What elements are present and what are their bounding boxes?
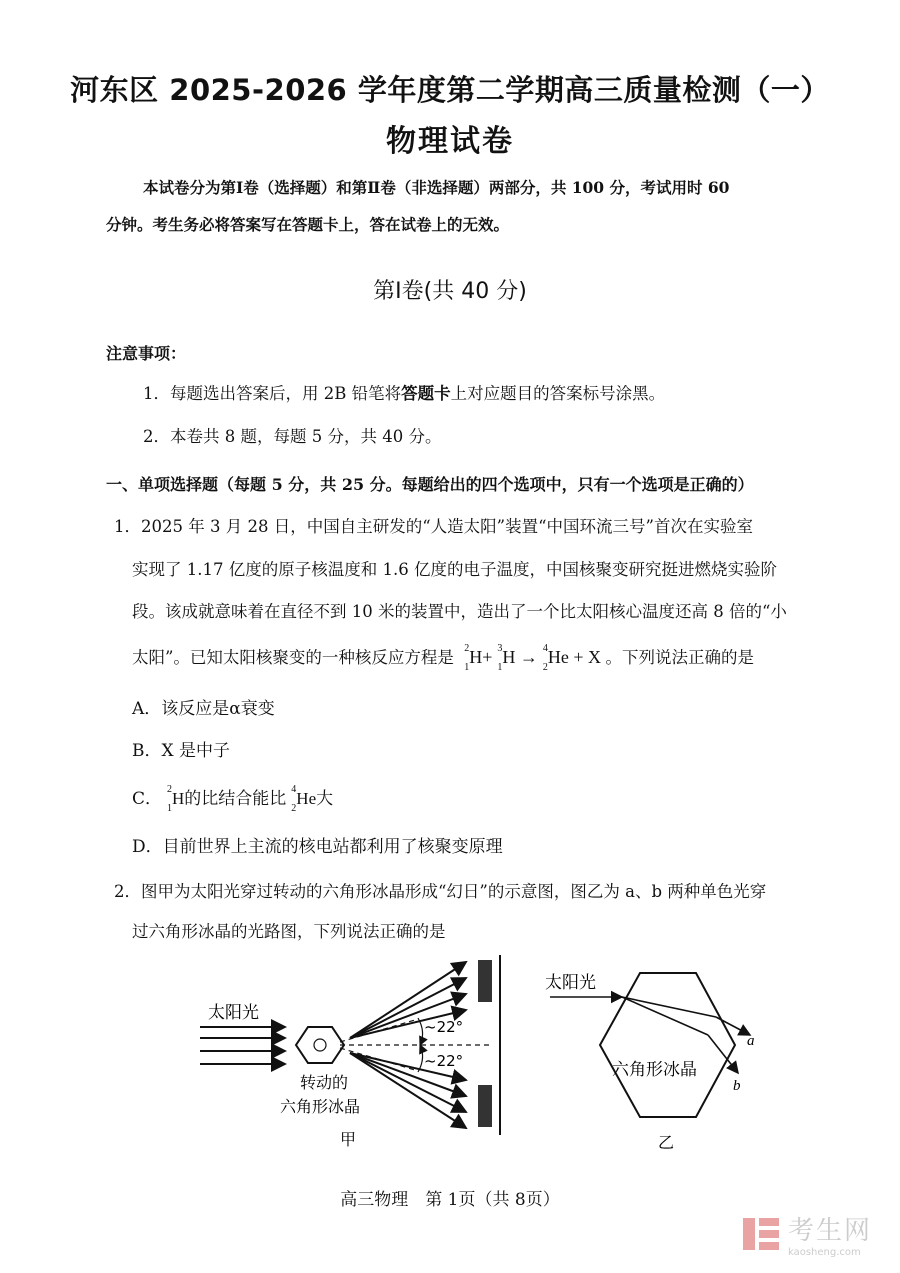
caption-yi: 乙 <box>658 1133 675 1152</box>
section-title: 第Ⅰ卷(共 40 分) <box>373 279 527 304</box>
q1-option-b: B．X 是中子 <box>132 741 230 761</box>
q1-option-c: C． 2 1 H的比结合能比 4 2 He大 <box>132 784 334 814</box>
sunlight-label: 太阳光 <box>208 1003 259 1023</box>
incoming-rays <box>200 1027 285 1064</box>
angle-bottom-label: ~22° <box>424 1052 464 1070</box>
notice-item-2: 2．本卷共 8 题，每题 5 分，共 40 分。 <box>143 427 442 446</box>
sunlight-label-b: 太阳光 <box>545 973 596 993</box>
q1-line-4: 太阳”。已知太阳核聚变的一种核反应方程是 2 1 H+ 3 1 H → 4 2 He + X 。下列说法正确的是 <box>132 643 754 673</box>
intro-line-2: 分钟。考生务必将答案写在答题卡上，答在试卷上的无效。 <box>106 215 510 234</box>
figure-yi <box>540 955 780 1160</box>
intro-line-1: 本试卷分为第Ⅰ卷（选择题）和第Ⅱ卷（非选择题）两部分，共 100 分，考试用时 60 <box>143 178 730 197</box>
screen-patch-top <box>478 960 492 1002</box>
exam-subtitle: 物理试卷 <box>386 124 514 159</box>
page-footer: 高三物理 第 1页（共 8页） <box>340 1190 560 1210</box>
notice-item-1: 1．每题选出答案后，用 2B 铅笔将答题卡上对应题目的答案标号涂黑。 <box>143 384 666 403</box>
rotating-label-1: 转动的 <box>300 1073 349 1092</box>
q2-line-1: 2．图甲为太阳光穿过转动的六角形冰晶形成“幻日”的示意图，图乙为 a、b 两种单色光穿 <box>114 882 767 901</box>
rotating-crystal <box>296 1027 344 1063</box>
q1-line-2: 实现了 1.17 亿度的原子核温度和 1.6 亿度的电子温度，中国核聚变研究挺进燃烧实验阶 <box>132 560 777 579</box>
watermark-logo-icon <box>741 1214 783 1254</box>
notice-heading: 注意事项： <box>106 344 187 363</box>
crystal-label: 六角形冰晶 <box>612 1060 697 1080</box>
q1-option-a: A．该反应是α衰变 <box>132 699 275 719</box>
q2-line-2: 过六角形冰晶的光路图，下列说法正确的是 <box>132 922 446 941</box>
part1-heading: 一、单项选择题（每题 5 分，共 25 分。每题给出的四个选项中，只有一个选项是正确的） <box>106 475 754 494</box>
rotating-label-2: 六角形冰晶 <box>280 1097 361 1116</box>
q1-line-1: 1．2025 年 3 月 28 日，中国自主研发的“人造太阳”装置“中国环流三号”首次在实验室 <box>114 517 753 536</box>
ray-b-label: b <box>733 1078 741 1094</box>
ray-a-label: a <box>747 1033 755 1049</box>
angle-top-label: ~22° <box>424 1018 464 1036</box>
screen-patch-bottom <box>478 1085 492 1127</box>
hex-crystal <box>600 973 735 1117</box>
q1-option-d: D．目前世界上主流的核电站都利用了核聚变原理 <box>132 837 503 857</box>
figure-jia <box>190 950 520 1160</box>
nuclear-equation: 2 1 H+ 3 1 H → 4 2 He + X <box>464 643 601 673</box>
exam-title: 河东区 2025-2026 学年度第二学期高三质量检测（一） <box>70 73 830 107</box>
caption-jia: 甲 <box>340 1130 357 1149</box>
q1-line-3: 段。该成就意味着在直径不到 10 米的装置中，造出了一个比太阳核心温度还高 8 倍的“小 <box>132 602 787 621</box>
watermark: 考生网 kaosheng.com <box>741 1210 872 1258</box>
